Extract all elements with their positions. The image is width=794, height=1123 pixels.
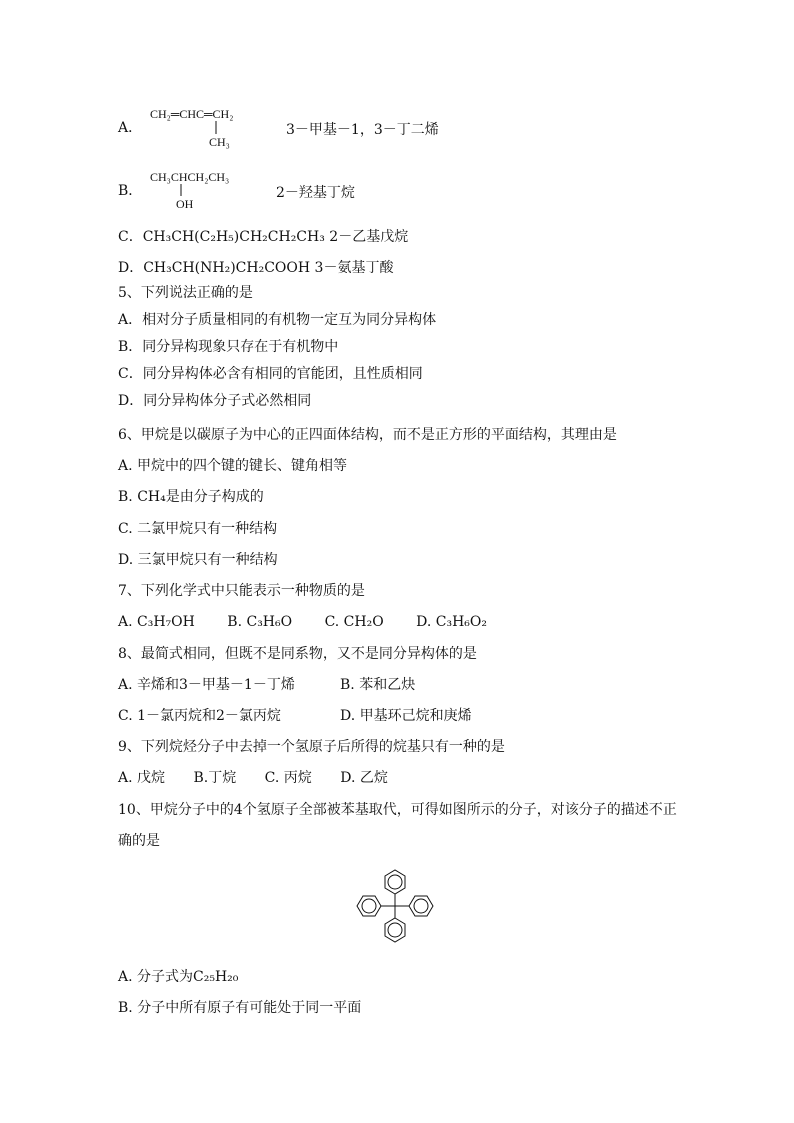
q4-b-struct-top: CH₃CHCH₂CH₃ [150,170,230,184]
q5-option-c: C．同分异构体必含有相同的官能团，且性质相同 [118,366,423,382]
q9-stem: 9、下列烷烃分子中去掉一个氢原子后所得的烷基只有一种的是 [118,739,505,755]
q6-option-d: D. 三氯甲烷只有一种结构 [118,552,278,568]
q9-options [118,769,388,787]
q7-stem: 7、下列化学式中只能表示一种物质的是 [118,583,365,599]
q8-option-b: B. 苯和乙炔 [340,677,416,693]
q4-a-name: 3－甲基－1，3－丁二烯 [286,122,439,138]
q7-option-b: B. C₃H₆O [227,614,293,630]
q6-option-b: B. CH₄是由分子构成的 [118,489,264,505]
q8-stem: 8、最简式相同，但既不是同系物，又不是同分异构体的是 [118,646,477,662]
q5-stem: 5、下列说法正确的是 [118,285,253,301]
q9-option-d: D. 乙烷 [340,770,388,786]
phenyl-ring-right [409,896,433,916]
q5-option-a: A．相对分子质量相同的有机物一定互为同分异构体 [118,312,437,328]
q9-option-a: A. 戊烷 [118,770,166,786]
q4-option-b-label: B． [118,183,143,199]
q4-option-c: C．CH₃CH(C₂H₅)CH₂CH₂CH₃ 2－乙基戊烷 [118,229,409,245]
q4-b-bond-line [0,0,794,220]
q10-stem-line1: 10、甲烷分子中的4个氢原子全部被苯基取代，可得如图所示的分子，对该分子的描述不正 [118,802,677,818]
q8-option-c: C. 1－氯丙烷和2－氯丙烷 [118,708,281,724]
tetraphenylmethane-structure [340,858,452,954]
q6-option-c: C. 二氯甲烷只有一种结构 [118,521,278,537]
phenyl-ring-top [385,870,405,894]
q9-option-b: B.丁烷 [193,770,237,786]
q6-stem: 6、甲烷是以碳原子为中心的正四面体结构，而不是正方形的平面结构，其理由是 [118,427,617,443]
q4-b-name: 2－羟基丁烷 [276,185,355,201]
q8-option-a: A. 辛烯和3－甲基－1－丁烯 [118,677,295,693]
q10-option-a: A. 分子式为C₂₅H₂₀ [118,969,239,985]
q6-option-a: A. 甲烷中的四个键的键长、键角相等 [118,458,348,474]
q4-a-struct-top: CH₂═CHC═CH₂ [150,107,234,121]
q4-a-struct-bottom: CH₃ [209,135,230,149]
q7-option-a: A. C₃H₇OH [118,614,195,630]
q5-option-d: D．同分异构体分子式必然相同 [118,393,312,409]
phenyl-ring-bottom [385,918,405,942]
q4-b-struct-bottom: OH [176,197,194,211]
q4-option-d: D．CH₃CH(NH₂)CH₂COOH 3－氨基丁酸 [118,260,394,276]
q5-option-b: B．同分异构现象只存在于有机物中 [118,339,339,355]
q10-option-b: B. 分子中所有原子有可能处于同一平面 [118,1000,362,1016]
q9-option-c: C. 丙烷 [264,770,312,786]
q8-row2 [118,707,472,725]
q7-option-c: C. CH₂O [324,614,384,630]
q10-stem-line2: 确的是 [118,833,160,849]
phenyl-ring-left [357,896,381,916]
q8-row1 [118,676,416,694]
q8-option-d: D. 甲基环己烷和庚烯 [340,708,472,724]
q7-option-d: D. C₃H₆O₂ [416,614,488,630]
q4-option-a-label: A． [118,120,143,136]
q7-options [118,613,487,631]
